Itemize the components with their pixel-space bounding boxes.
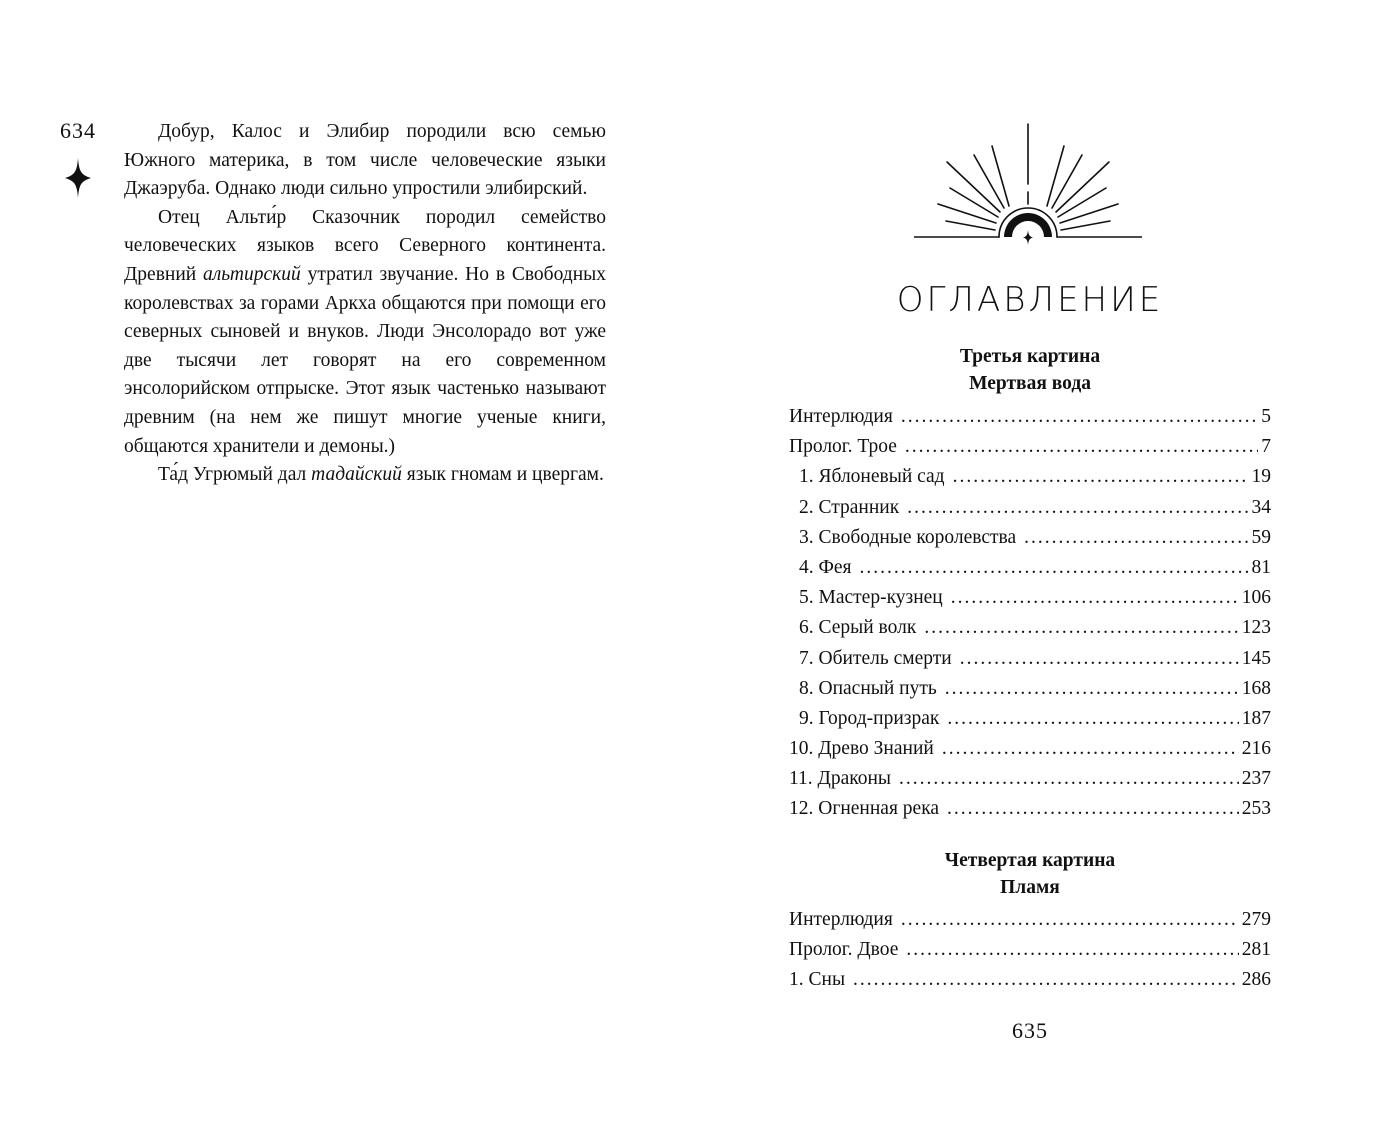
- toc-entry: [789, 708, 1271, 738]
- toc-entry-page: 81: [1251, 556, 1271, 578]
- toc-entry: [789, 497, 1271, 527]
- dot-leader: [853, 969, 1239, 991]
- toc-entry-label: 9. Город-призрак: [799, 707, 940, 729]
- toc-entry-label: Пролог. Трое: [789, 436, 897, 458]
- section-title: Третья картина: [959, 346, 1101, 367]
- toc-entry: [789, 648, 1271, 678]
- toc-entry: [789, 436, 1271, 466]
- rising-sun-icon: [914, 122, 1142, 248]
- toc-entry-label: 2. Странник: [799, 496, 900, 518]
- toc-entry-page: 281: [1241, 939, 1271, 961]
- italic-term: альтирский: [203, 263, 301, 285]
- toc-title: ОГЛАВЛЕНИЕ: [896, 280, 1164, 320]
- toc-entry-label: 8. Опасный путь: [799, 677, 937, 699]
- toc-entry-page: 279: [1241, 909, 1271, 930]
- dot-leader: [942, 738, 1239, 760]
- star-ornament-icon: [64, 158, 92, 198]
- toc-entry: [789, 798, 1271, 828]
- section-subtitle: Мертвая вода: [969, 373, 1091, 394]
- section-title: Четвертая картина: [944, 850, 1116, 871]
- toc-entry-label: 1. Яблоневый сад: [799, 466, 945, 488]
- toc-entry: [789, 909, 1271, 939]
- text-run: утратил звучание. Но в Свободных королевствах за горами Аркха общаются при помощи его северных сыновей и внуков. Люди Энсолорадо вот уже две тысячи лет говорят на его современном энсолорийском отпрыске. Этот язык частенько называют древним (на нем же пишут многие ученые книги, общаются хранители и демоны.): [124, 263, 606, 457]
- dot-leader: [905, 436, 1258, 458]
- paragraph: [124, 118, 606, 204]
- text-run: Отец Альти́р Сказочник породил семейство человеческих языков всего Северного континента. Древний: [124, 206, 606, 285]
- toc-entry-label: 7. Обитель смерти: [799, 647, 952, 669]
- toc-entry-label: Пролог. Двое: [789, 939, 899, 961]
- toc-entry-page: 286: [1241, 969, 1271, 991]
- toc-list: [789, 909, 1271, 1000]
- text-run: язык гномам и цвергам.: [401, 464, 604, 486]
- dot-leader: [945, 678, 1239, 700]
- toc-entry-page: 59: [1251, 526, 1271, 548]
- section-heading: [789, 343, 1271, 397]
- toc-entry-page: 237: [1241, 768, 1271, 790]
- toc-entry: [789, 678, 1271, 708]
- toc-entry-label: Интерлюдия: [789, 406, 893, 427]
- dot-leader: [953, 466, 1249, 488]
- section-subtitle: Пламя: [1000, 877, 1060, 898]
- toc-entry: [789, 527, 1271, 557]
- toc-entry-label: 4. Фея: [799, 556, 852, 578]
- paragraph: [124, 461, 606, 490]
- paragraph: [124, 204, 606, 461]
- dot-leader: [907, 497, 1248, 519]
- toc-entry-page: 216: [1241, 738, 1271, 760]
- toc-entry-page: 19: [1251, 466, 1271, 488]
- dot-leader: [951, 587, 1239, 609]
- toc-entry-label: 1. Сны: [789, 969, 846, 991]
- toc-entry-page: 145: [1241, 647, 1271, 669]
- body-text: [124, 118, 606, 490]
- section-heading: [789, 847, 1271, 901]
- toc-list: [789, 406, 1271, 829]
- toc-entry-page: 123: [1241, 617, 1271, 639]
- toc-entry: [789, 969, 1271, 999]
- dot-leader: [860, 557, 1249, 579]
- toc-entry-label: Интерлюдия: [789, 909, 893, 930]
- dot-leader: [1024, 527, 1248, 549]
- page-number-left: 634: [60, 118, 96, 143]
- text-run: Добур, Калос и Элибир породили всю семью Южного материка, в том числе человеческие языки Джаэруба. Однако люди сильно упростили элибирский.: [124, 121, 606, 200]
- toc-entry-page: 253: [1241, 798, 1271, 820]
- toc-entry-page: 7: [1261, 436, 1271, 458]
- toc-entry-page: 34: [1251, 496, 1271, 518]
- toc-entry: [789, 406, 1271, 436]
- dot-leader: [947, 708, 1238, 730]
- page-number-right: 635: [1012, 1018, 1048, 1043]
- dot-leader: [924, 617, 1238, 639]
- toc-entry: [789, 466, 1271, 496]
- text-run: Та́д Угрюмый дал: [158, 464, 312, 486]
- dot-leader: [947, 798, 1239, 820]
- dot-leader: [960, 648, 1239, 670]
- toc-entry-label: 3. Свободные королевства: [799, 526, 1017, 548]
- toc-entry-label: 10. Древо Знаний: [789, 738, 934, 760]
- dot-leader: [906, 939, 1238, 961]
- toc-entry-label: 5. Мастер-кузнец: [799, 587, 943, 609]
- toc-entry-label: 6. Серый волк: [799, 617, 917, 639]
- toc-entry: [789, 587, 1271, 617]
- dot-leader: [901, 406, 1258, 428]
- dot-leader: [901, 909, 1239, 931]
- dot-leader: [899, 768, 1239, 790]
- toc-entry-label: 11. Драконы: [789, 768, 892, 790]
- toc-entry: [789, 617, 1271, 647]
- toc-entry: [789, 768, 1271, 798]
- toc-entry-page: 168: [1241, 677, 1271, 699]
- toc-entry: [789, 738, 1271, 768]
- toc-entry: [789, 557, 1271, 587]
- toc-entry-page: 106: [1241, 587, 1271, 609]
- italic-term: тадайский: [311, 464, 402, 486]
- toc-entry-page: 187: [1241, 707, 1271, 729]
- toc-entry-page: 5: [1261, 406, 1271, 427]
- toc-entry-label: 12. Огненная река: [789, 798, 940, 820]
- toc-entry: [789, 939, 1271, 969]
